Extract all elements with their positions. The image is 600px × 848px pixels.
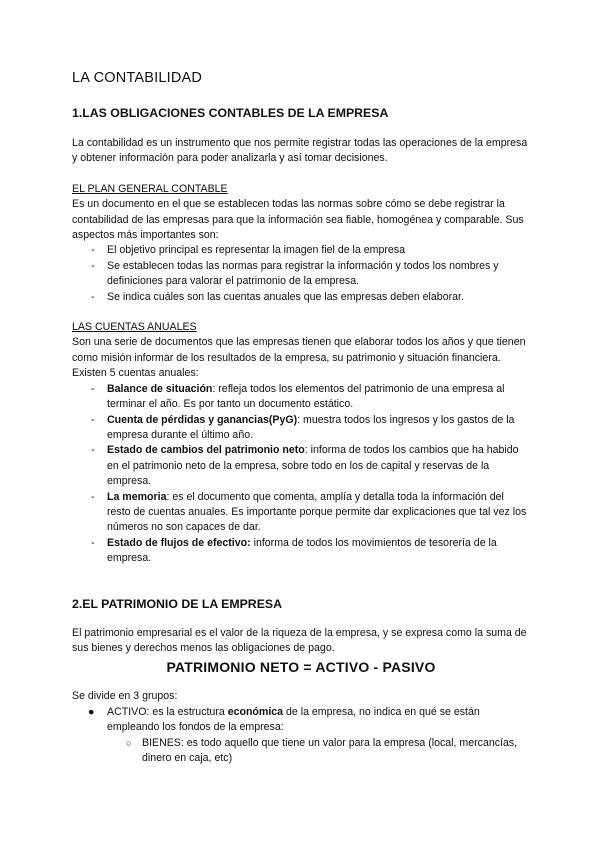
pgc-list xyxy=(72,243,530,305)
term: Estado de cambios del patrimonio neto xyxy=(107,444,305,457)
section-1-heading: 1.LAS OBLIGACIONES CONTABLES DE LA EMPRESA xyxy=(72,106,389,120)
ca-count-text: Existen 5 cuentas anuales: xyxy=(72,367,199,380)
list-item xyxy=(107,382,530,413)
list-item: - Se establecen todas las normas para registrar la información y todos los nombres y definiciones para valorar el patrimonio de la empresa. xyxy=(107,259,530,290)
list-item-bienes xyxy=(72,736,530,767)
list-item: - Se indica cuáles son las cuentas anuales que las empresas deben elaborar. xyxy=(107,290,530,305)
section-2-intro: El patrimonio empresarial es el valor de la riqueza de la empresa, y se expresa como la suma de sus bienes y derechos menos las obligaciones de pago. xyxy=(72,626,527,654)
groups-text: Se divide en 3 grupos: xyxy=(72,690,178,703)
description: : es el documento que comenta, amplía y detalla toda la información del resto de cuentas anuales. Es importante porque permite dar explicaciones que tal vez los números no son capaces de dar. xyxy=(107,490,527,534)
bullet-icon: ● xyxy=(88,705,95,718)
patrimonio-formula: PATRIMONIO NETO = ACTIVO - PASIVO xyxy=(166,659,436,676)
pgc-subheading: EL PLAN GENERAL CONTABLE xyxy=(72,182,228,195)
document-title: LA CONTABILIDAD xyxy=(72,70,203,86)
description: : refleja todos los elementos del patrimonio de una empresa al terminar el año. Es por tanto un documento estático. xyxy=(107,382,505,411)
description: informa de todos los movimientos de tesorería de la empresa. xyxy=(107,536,497,565)
hollow-bullet-icon: ○ xyxy=(126,737,132,748)
activo-bold: económica xyxy=(227,705,284,718)
activo-pre: ACTIVO: es la estructura xyxy=(107,705,228,718)
pgc-text: Es un documento en el que se establecen todas las normas sobre cómo se debe registrar la contabilidad de las empresas para que la información sea fiable, homogénea y comparable. Sus aspectos más importantes son: xyxy=(72,198,524,242)
list-item xyxy=(107,413,530,444)
ca-text: Son una serie de documentos que las empresas tienen que elaborar todos los años y que tienen como misión informar de los resultados de la empresa, su patrimonio y situación financiera. xyxy=(72,336,526,364)
term: La memoria xyxy=(107,490,167,503)
list-item: - El objetivo principal es representar la imagen fiel de la empresa xyxy=(107,243,530,258)
list-item xyxy=(107,536,530,567)
section-1-intro: La contabilidad es un instrumento que nos permite registrar todas las operaciones de la empresa y obtener información para poder analizarla y así tomar decisiones. xyxy=(72,137,528,165)
term: Cuenta de pérdidas y ganancias(PyG) xyxy=(107,413,298,426)
bienes-text: BIENES: es todo aquello que tiene un valor para la empresa (local, mercancías, dinero en caja, etc) xyxy=(142,736,518,764)
term: Estado de flujos de efectivo: xyxy=(107,536,251,549)
term: Balance de situación xyxy=(107,382,213,395)
list-item xyxy=(107,490,530,536)
list-item-activo xyxy=(72,705,530,736)
section-2-heading: 2.EL PATRIMONIO DE LA EMPRESA xyxy=(72,596,282,611)
description: : informa de todos los cambios que ha habido en el patrimonio neto de la empresa, sobre todo en los de capital y reservas de la empresa. xyxy=(107,444,519,488)
activo-post: de la empresa, no indica en qué se están empleando los fondos de la empresa: xyxy=(107,705,480,734)
description: : muestra todos los ingresos y los gastos de la empresa durante el último año. xyxy=(107,413,515,441)
ca-list xyxy=(72,382,530,567)
list-item xyxy=(107,443,530,489)
ca-subheading: LAS CUENTAS ANUALES xyxy=(72,321,197,334)
